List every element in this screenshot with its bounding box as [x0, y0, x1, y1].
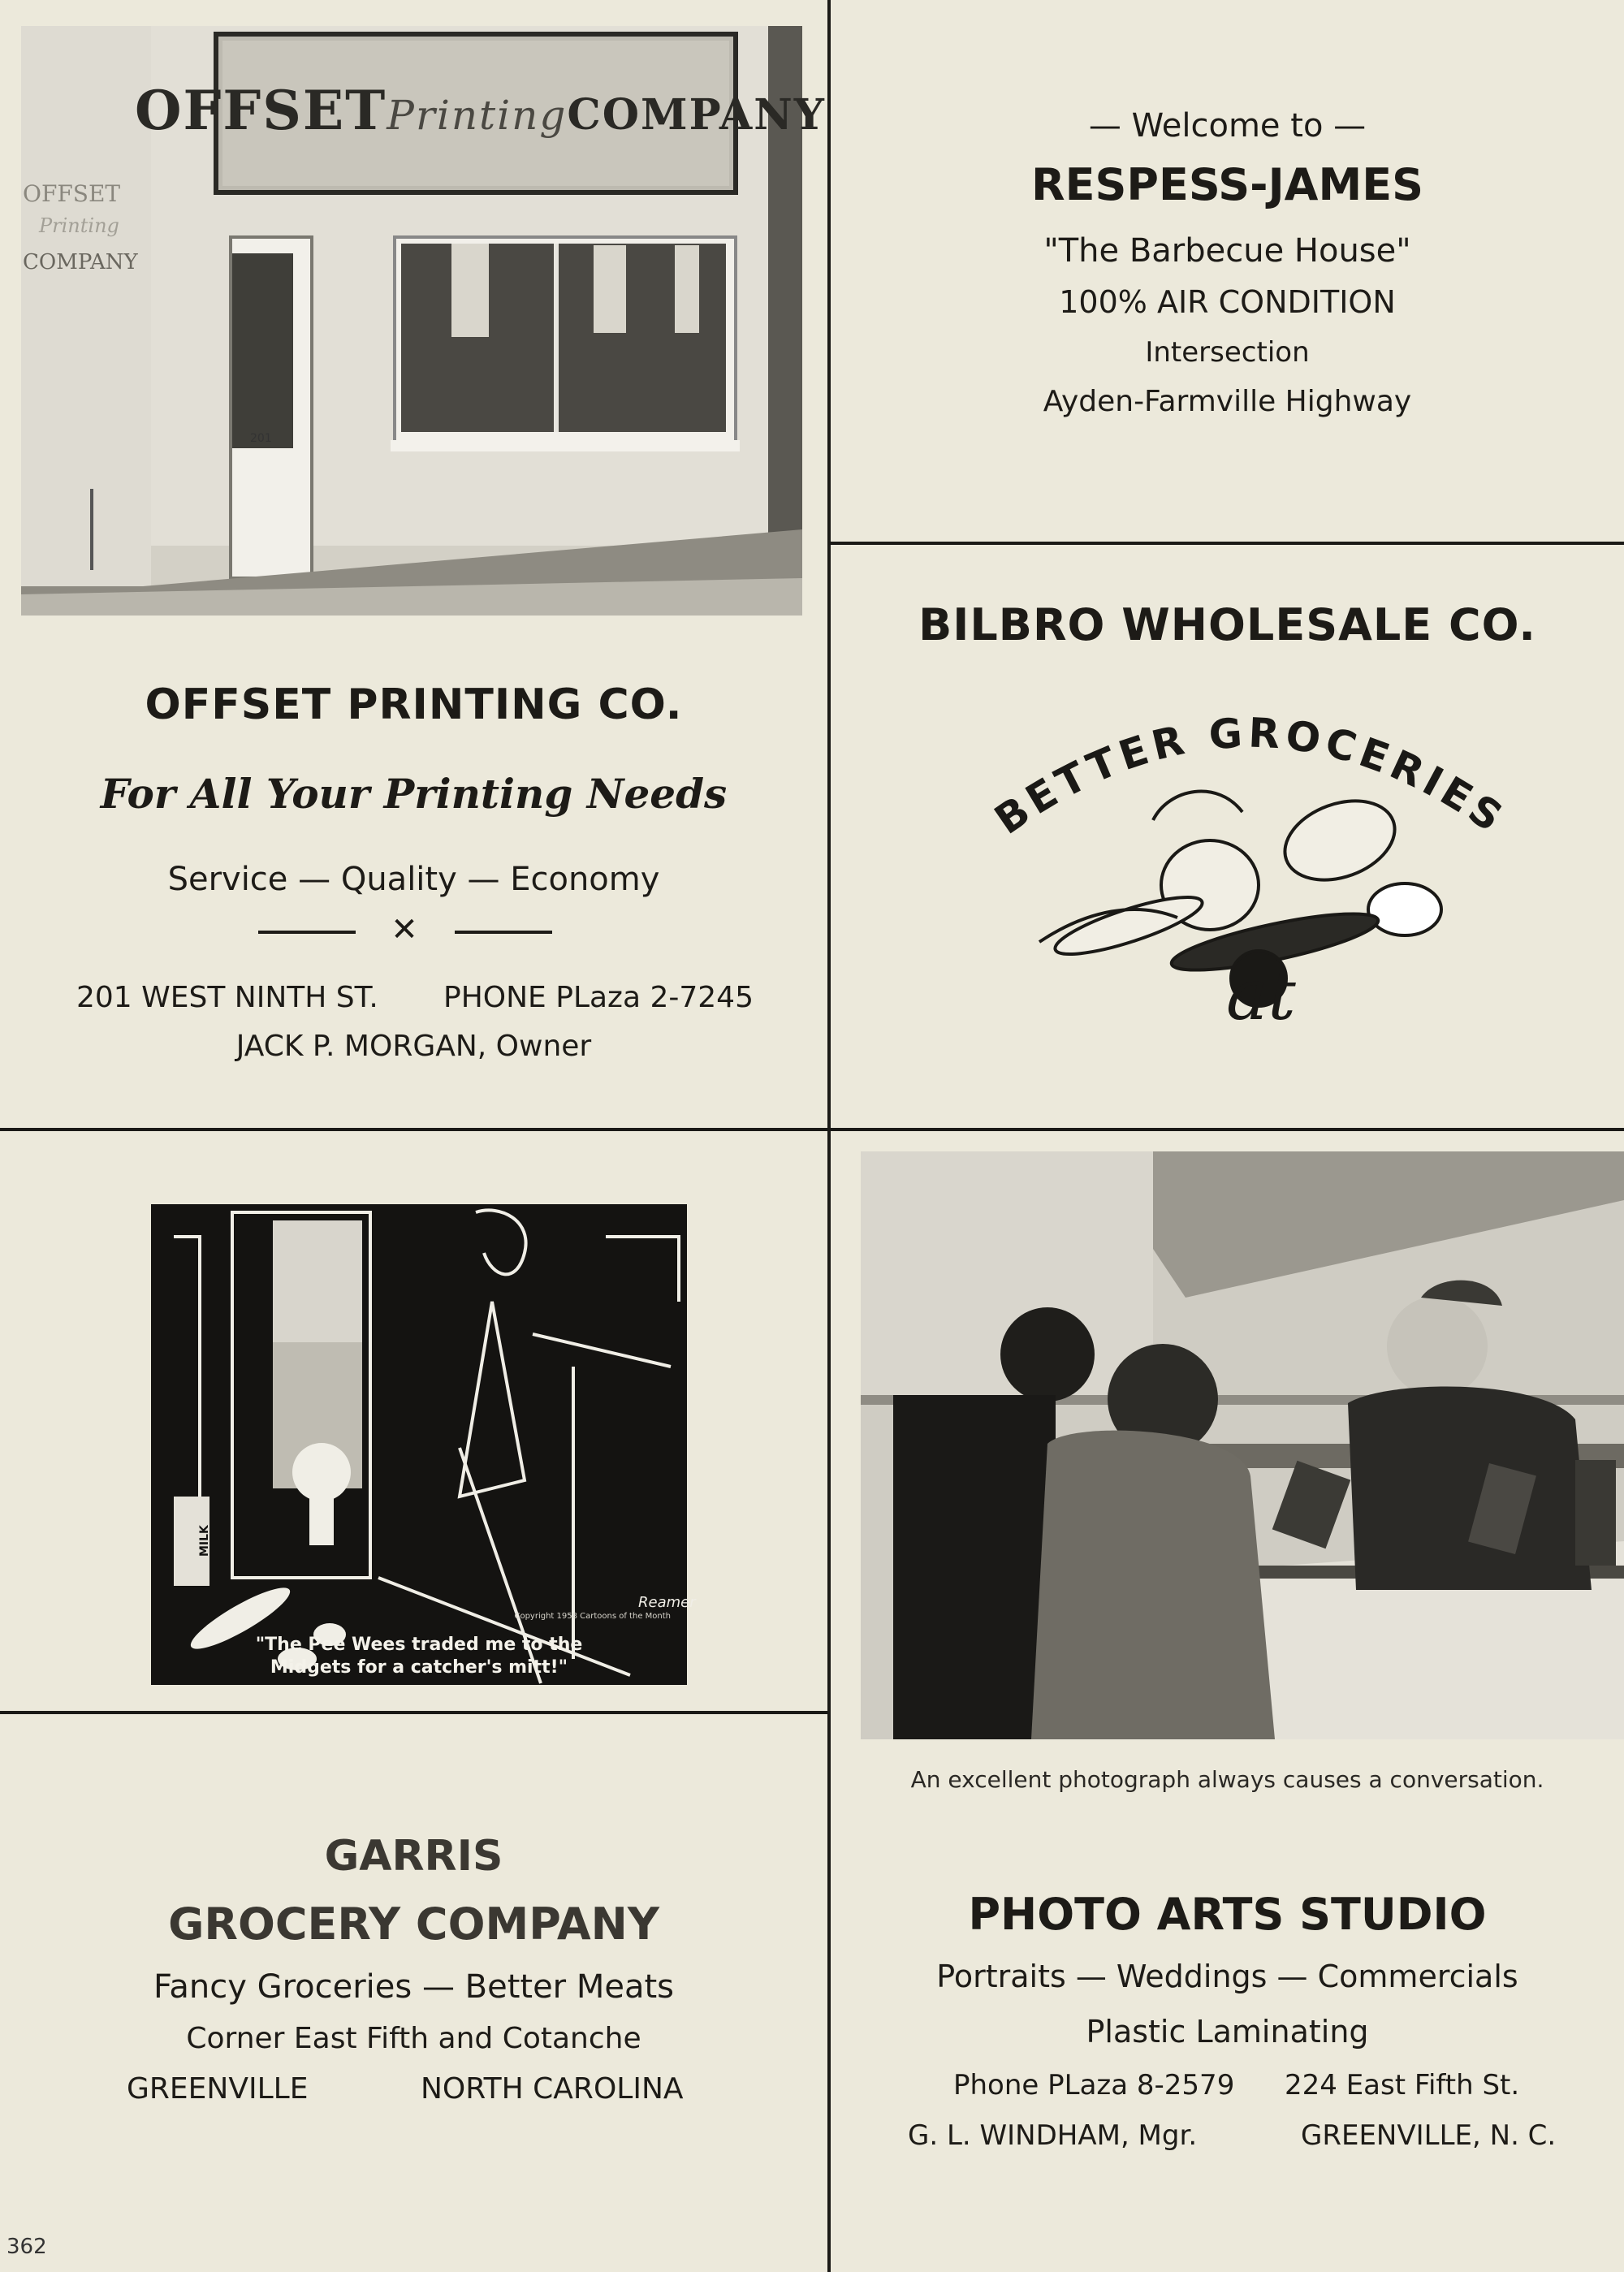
cartoonist-signature: Reamer [638, 1594, 696, 1611]
door-number: 201 [250, 432, 272, 445]
photo-arts-address: 224 East Fifth St. [1285, 2069, 1520, 2101]
respess-name: RESPESS-JAMES [1031, 159, 1423, 210]
cartoon-caption-line-1: "The Pee Wees traded me to the [255, 1635, 583, 1655]
offset-services: Service — Quality — Economy [167, 861, 660, 898]
offset-address: 201 WEST NINTH ST. [76, 981, 378, 1014]
photo-arts-manager: G. L. WINDHAM, Mgr. [908, 2119, 1198, 2152]
cartoon-panel [151, 1204, 696, 1685]
offset-ornament-divider [258, 911, 552, 952]
cartoon-caption-line-2: Midgets for a catcher's mitt!" [270, 1657, 568, 1678]
page-number: 362 [6, 2235, 47, 2259]
photo-arts-name: PHOTO ARTS STUDIO [968, 1889, 1487, 1940]
garris-corner: Corner East Fifth and Cotanche [186, 2022, 641, 2055]
wall-sign-line-1: OFFSET [23, 180, 121, 207]
sign-company-word: COMPANY [567, 90, 826, 140]
photo-arts-services: Portraits — Weddings — Commercials [936, 1959, 1518, 1994]
photo-arts-phone: Phone PLaza 8-2579 [953, 2069, 1235, 2101]
garris-goods: Fancy Groceries — Better Meats [153, 1968, 674, 2006]
offset-company-name: OFFSET PRINTING CO. [145, 680, 683, 729]
milk-label: MILK [198, 1525, 211, 1557]
offset-sign-text [21, 79, 826, 142]
at-script: at [1226, 955, 1296, 1023]
respess-air: 100% AIR CONDITION [1059, 284, 1396, 320]
wall-sign-line-2: Printing [39, 214, 119, 237]
left-bottom-divider [0, 1711, 829, 1714]
respess-intersection: Intersection [1145, 336, 1310, 369]
offset-owner: JACK P. MORGAN, Owner [235, 1030, 592, 1063]
garris-state: NORTH CAROLINA [421, 2072, 684, 2106]
offset-phone: PHONE PLaza 2-7245 [443, 981, 754, 1014]
offset-slogan: For All Your Printing Needs [100, 770, 728, 818]
garris-name-line-1: GARRIS [324, 1832, 503, 1881]
ornament-icon: ✕ [391, 911, 418, 948]
offset-storefront-photo [21, 26, 826, 616]
bilbro-name: BILBRO WHOLESALE CO. [918, 599, 1536, 650]
better-groceries-arc-text: BETTER GROCERIES [991, 709, 1510, 844]
wall-sign-line-3: COMPANY [23, 250, 138, 274]
garris-city: GREENVILLE [127, 2072, 309, 2106]
respess-welcome: — Welcome to — [1088, 107, 1367, 145]
cartoon-copyright: Copyright 1958 Cartoons of the Month [514, 1612, 671, 1621]
respess-tagline: "The Barbecue House" [1043, 232, 1411, 270]
svg-text:BETTER GROCERIES [991, 709, 1510, 843]
photo-arts-laminating: Plastic Laminating [1086, 2014, 1369, 2050]
middle-divider [0, 1128, 1624, 1131]
sign-printing-word: Printing [387, 92, 568, 139]
better-groceries-logo [991, 698, 1510, 1023]
photo-arts-caption: An excellent photograph always causes a conversation. [910, 1766, 1544, 1793]
photo-arts-counter-photo [861, 1151, 1624, 1739]
respess-highway: Ayden-Farmville Highway [1043, 385, 1412, 418]
photo-arts-city: GREENVILLE, N. C. [1301, 2119, 1557, 2152]
sign-offset-word: OFFSET [135, 79, 387, 142]
right-top-divider [829, 542, 1624, 545]
garris-name-line-2: GROCERY COMPANY [168, 1898, 659, 1950]
